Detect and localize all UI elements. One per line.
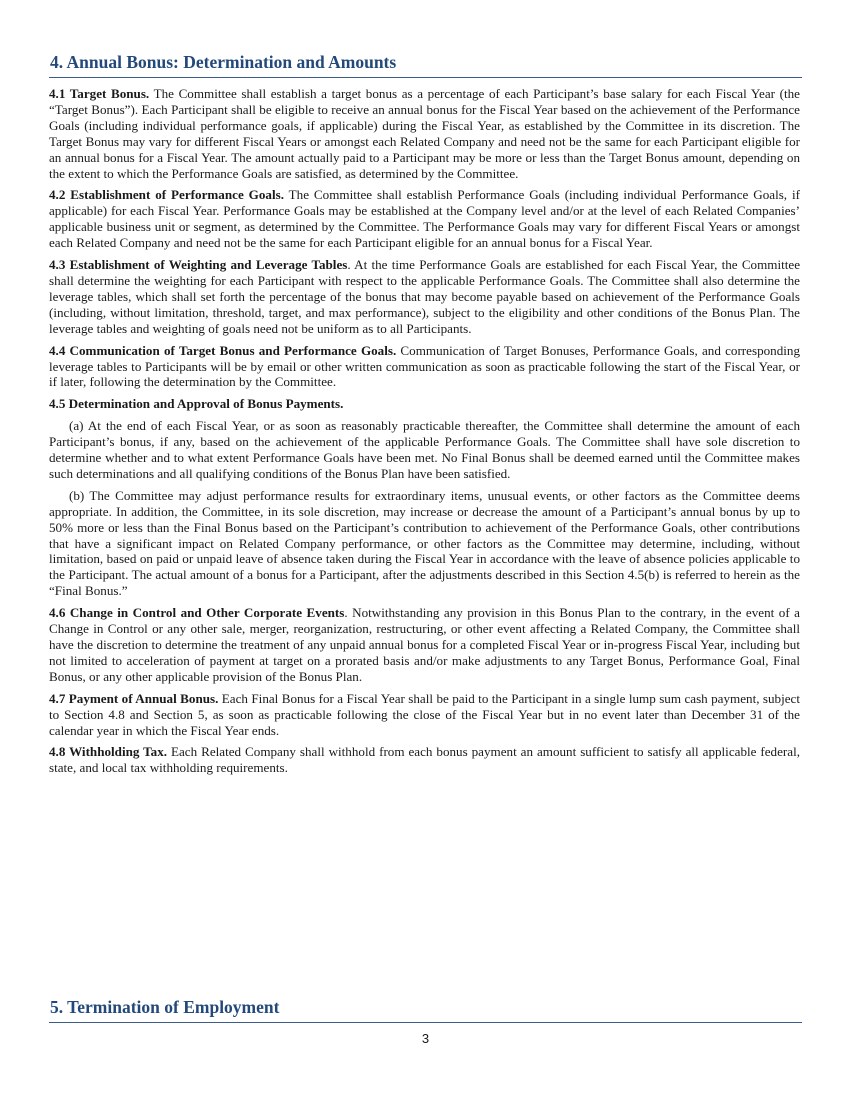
- paragraph-4-6: [49, 605, 800, 685]
- paragraph-4-2-text: The Committee shall establish Performance Goals (including individual Performance Goals, if applicable) for each Fiscal Year. Performance Goals may be established at the Company level and/or at the level of each Related Companies’ applicable business unit or segment, as determined by the Committee. The Performance Goals may vary for different Fiscal Years or amongst each Related Company and need not be the same for each Participant eligible for an annual bonus for a Fiscal Year.: [49, 187, 800, 251]
- paragraph-4-4: [49, 343, 800, 391]
- paragraph-4-4-text: Communication of Target Bonuses, Performance Goals, and corresponding leverage tables to Participants will be by email or other written communication as soon as practicable following the start of the Fiscal Year, or if later, following the determination by the Committee.: [49, 342, 800, 390]
- paragraph-4-6-text: . Notwithstanding any provision in this Bonus Plan to the contrary, in the event of a Change in Control or any other sale, merger, reorganization, restructuring, or other event affecting a Related Company, the Committee shall have the discretion to determine the treatment of any unpaid annual bonus for a completed Fiscal Year or in-progress Fiscal Year, including but not limited to acceleration of payment at target on a prorated basis and/or make adjustments to any Target Bonus, Performance Goal, Final Bonus, or any other applicable provision of the Bonus Plan.: [49, 605, 800, 684]
- paragraph-4-8-heading: 4.8 Withholding Tax.: [49, 744, 168, 760]
- paragraph-4-8: [49, 744, 800, 776]
- section-5-title: 5. Termination of Employment: [50, 997, 280, 1017]
- paragraph-4-3-text: . At the time Performance Goals are established for each Fiscal Year, the Committee shall determine the weighting for each Participant with respect to the applicable Performance Goals. The Committee shall also determine the leverage tables, which shall set forth the percentage of the bonus that may become payable based on achievement of the Performance Goals (including, without limitation, threshold, target, and max performance), subject to the eligibility and other conditions of the Bonus Plan. The leverage tables and weighting of goals need not be uniform as to all Participants.: [49, 257, 801, 336]
- paragraph-4-7-heading: 4.7 Payment of Annual Bonus.: [49, 690, 219, 706]
- paragraph-4-4-heading: 4.4 Communication of Target Bonus and Performance Goals.: [49, 342, 397, 358]
- paragraph-4-5-heading: 4.5 Determination and Approval of Bonus Payments.: [49, 396, 344, 412]
- paragraph-4-1-text: The Committee shall establish a target bonus as a percentage of each Participant’s base salary for each Fiscal Year (the “Target Bonus”). Each Participant shall be eligible to receive an annual bonus for the Fiscal Year based on the achievement of the Performance Goals (including individual performance goals, if applicable) during the Fiscal Year, as established by the Committee in its discretion. The Target Bonus may vary for different Fiscal Years or amongst each Related Company and need not be the same for each Participant eligible for an annual bonus for a Fiscal Year. The amount actually paid to a Participant may be more or less than the Target Bonus amount, depending on the extent to which the Performance Goals are satisfied, as determined by the Committee.: [49, 86, 800, 181]
- paragraph-4-5-a: (a) At the end of each Fiscal Year, or as soon as reasonably practicable thereafter, the Committee shall determine the amount of each Participant’s bonus, if any, based on the achievement of the applicable Performance Goals. The Committee shall have sole discretion to determine whether and to what extent Performance Goals have been met. No Final Bonus shall be deemed earned until the Committee makes such determinations and all qualifying conditions of the Bonus Plan have been satisfied.: [49, 418, 800, 481]
- paragraph-4-6-heading: 4.6 Change in Control and Other Corporate Events: [49, 605, 345, 621]
- paragraph-4-3: [49, 257, 800, 337]
- section-4-body: [49, 86, 800, 782]
- paragraph-4-7-text: Each Final Bonus for a Fiscal Year shall be paid to the Participant in a single lump sum cash payment, subject to Section 4.8 and Section 5, as soon as practicable following the close of the Fiscal Year but in no event later than December 31 of the calendar year in which the Fiscal Year ends.: [49, 690, 800, 738]
- paragraph-4-2: [49, 187, 800, 251]
- paragraph-4-5-b: (b) The Committee may adjust performance results for extraordinary items, unusual events, or other factors as the Committee deems appropriate. In addition, the Committee, in its sole discretion, may increase or decrease the amount of a Participant’s annual bonus by up to 50% more or less than the Final Bonus based on the Participant’s contribution to achievement of the Performance Goals, other contributions that have a significant impact on Related Company performance, or other factors as the Committee may determine, including, without limitation, based on paid or unpaid leave of absence taken during the Fiscal Year in accordance with the leave of absence policies applicable to the Participant. The actual amount of a bonus for a Participant, after the adjustments described in this Section 4.5(b) is referred to herein as the “Final Bonus.”: [49, 487, 800, 599]
- paragraph-4-2-heading: 4.2 Establishment of Performance Goals.: [49, 187, 284, 203]
- paragraph-4-1: [49, 86, 800, 181]
- section-4-divider: [49, 77, 802, 78]
- paragraph-4-1-heading: 4.1 Target Bonus.: [49, 86, 150, 101]
- paragraph-4-3-heading: 4.3 Establishment of Weighting and Leverage Tables: [49, 257, 348, 273]
- section-5-divider: [49, 1022, 802, 1023]
- section-4-title: 4. Annual Bonus: Determination and Amounts: [50, 52, 397, 72]
- paragraph-4-5: [49, 396, 800, 412]
- page-number: 3: [421, 1031, 430, 1046]
- paragraph-4-7: [49, 691, 800, 739]
- paragraph-4-8-text: Each Related Company shall withhold from each bonus payment an amount sufficient to satisfy all applicable federal, state, and local tax withholding requirements.: [49, 744, 800, 776]
